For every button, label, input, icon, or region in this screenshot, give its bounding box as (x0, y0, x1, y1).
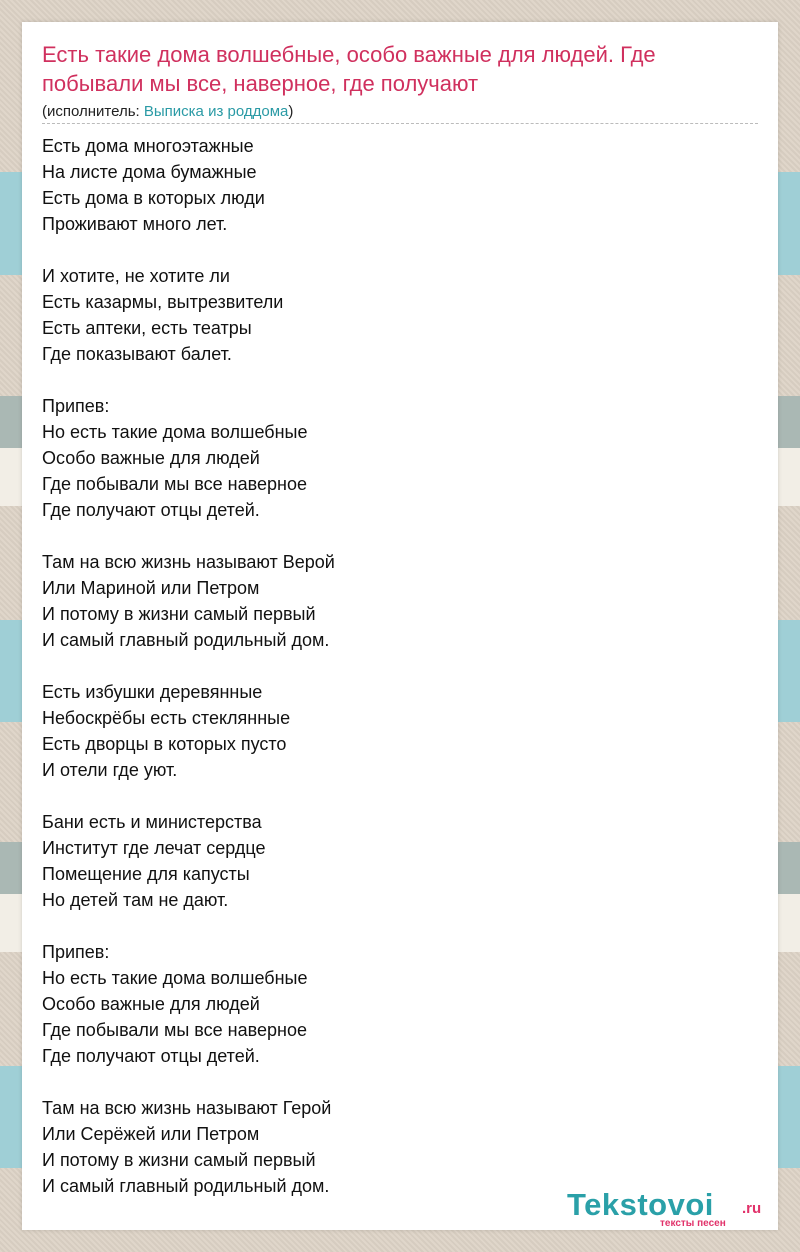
lyrics-line: Есть дворцы в которых пусто (42, 734, 287, 754)
site-logo[interactable] (567, 1186, 777, 1232)
lyrics-stanza (42, 133, 742, 237)
lyrics-stanza (42, 263, 742, 367)
lyrics-line: И отели где уют. (42, 760, 178, 780)
logo-tagline: тексты песен (660, 1218, 726, 1229)
artist-suffix: ) (288, 103, 294, 120)
lyrics-line: Там на всю жизнь называют Герой (42, 1098, 332, 1118)
lyrics-stanza (42, 393, 742, 523)
lyrics-line: Где побывали мы все наверное (42, 474, 307, 494)
lyrics-line: И потому в жизни самый первый (42, 1150, 316, 1170)
lyrics-line: Особо важные для людей (42, 994, 260, 1014)
logo-domain: .ru (742, 1200, 762, 1217)
lyrics-card (22, 22, 778, 1230)
lyrics-line: Помещение для капусты (42, 864, 250, 884)
lyrics-stanza (42, 679, 742, 783)
lyrics-line: Есть избушки деревянные (42, 682, 263, 702)
lyrics-line: Где побывали мы все наверное (42, 1020, 307, 1040)
page-title: Есть такие дома волшебные, особо важные для людей. Где побывали мы все, наверное, где получают (42, 42, 656, 96)
lyrics-line: Институт где лечат сердце (42, 838, 266, 858)
lyrics-line: И самый главный родильный дом. (42, 1176, 330, 1196)
lyrics-line: Есть казармы, вытрезвители (42, 292, 284, 312)
artist-link[interactable]: Выписка из роддома (143, 103, 289, 120)
lyrics-line: Где получают отцы детей. (42, 500, 260, 520)
lyrics-line: И потому в жизни самый первый (42, 604, 316, 624)
lyrics-line: Припев: (42, 942, 110, 962)
dashed-divider (42, 123, 758, 124)
lyrics-line: И хотите, не хотите ли (42, 266, 230, 286)
lyrics-line: Но есть такие дома волшебные (42, 422, 308, 442)
logo-name: Tekstovoi (567, 1187, 714, 1222)
artist-line (42, 102, 293, 122)
lyrics-line: Есть аптеки, есть театры (42, 318, 252, 338)
lyrics-stanza (42, 549, 742, 653)
lyrics-stanza (42, 809, 742, 913)
artist-prefix: (исполнитель: (42, 103, 144, 120)
lyrics-line: Но есть такие дома волшебные (42, 968, 308, 988)
lyrics-line: Где получают отцы детей. (42, 1046, 260, 1066)
lyrics-stanza (42, 939, 742, 1069)
lyrics-line: Или Мариной или Петром (42, 578, 260, 598)
lyrics-line: Проживают много лет. (42, 214, 228, 234)
lyrics-stanza (42, 1095, 742, 1199)
lyrics-line: Или Серёжей или Петром (42, 1124, 260, 1144)
lyrics-line: Есть дома многоэтажные (42, 136, 254, 156)
lyrics-line: Но детей там не дают. (42, 890, 229, 910)
lyrics-line: Особо важные для людей (42, 448, 260, 468)
lyrics-line: На листе дома бумажные (42, 162, 257, 182)
lyrics-line: Небоскрёбы есть стеклянные (42, 708, 291, 728)
lyrics-line: И самый главный родильный дом. (42, 630, 330, 650)
lyrics-line: Где показывают балет. (42, 344, 232, 364)
lyrics-line: Припев: (42, 396, 110, 416)
lyrics-text (42, 133, 742, 1225)
lyrics-line: Есть дома в которых люди (42, 188, 265, 208)
lyrics-line: Бани есть и министерства (42, 812, 262, 832)
lyrics-line: Там на всю жизнь называют Верой (42, 552, 335, 572)
